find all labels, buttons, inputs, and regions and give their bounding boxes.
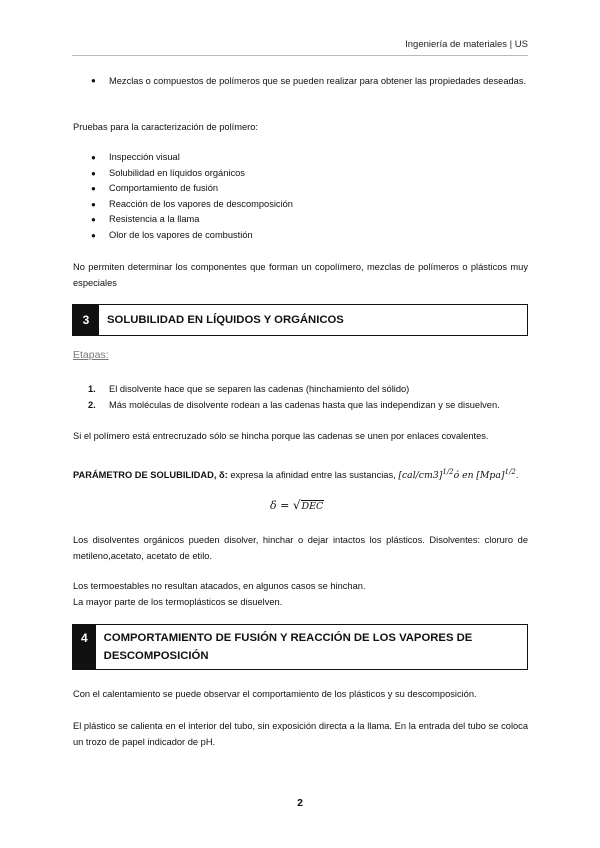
thermoset-line: Los termoestables no resultan atacados, en algunos casos se hinchan. (73, 581, 366, 591)
solvents-paragraph: Los disolventes orgánicos pueden disolver, hinchar o dejar intactos los plásticos. Disolventes: cloruro de metileno,acetato, acetato de etilo. (73, 535, 528, 561)
section-heading-3 (72, 304, 528, 336)
list-item-text: Inspección visual (109, 152, 180, 162)
parameter-symbol: , δ: (213, 470, 228, 481)
tests-intro: Pruebas para la caracterización de polímero: (73, 122, 259, 132)
page-header: Ingeniería de materiales | US (405, 39, 528, 50)
thermoplastic-line: La mayor parte de los termoplásticos se disuelven. (73, 597, 283, 607)
list-item-text: Solubilidad en líquidos orgánicos (109, 167, 245, 178)
crosslinked-note: Si el polímero está entrecruzado sólo se hincha porque las cadenas se unen por enlaces covalentes. (73, 431, 489, 441)
section-title: SOLUBILIDAD EN LÍQUIDOS Y ORGÁNICOS (107, 314, 344, 326)
list-item-text: Reacción de los vapores de descomposición (109, 198, 293, 209)
bullet-icon: ● (91, 230, 96, 240)
step-number: 1. (88, 384, 96, 394)
list-item (88, 197, 293, 213)
bullet-icon: ● (91, 215, 96, 225)
heating-paragraph: Con el calentamiento se puede observar el comportamiento de los plásticos y su descomposición. (73, 689, 477, 699)
list-item-text: Resistencia a la llama (109, 214, 200, 225)
list-item (88, 381, 500, 397)
step-text: Más moléculas de disolvente rodean a las cadenas hasta que las independizan y se disuelven. (109, 400, 500, 410)
parameter-end: . (515, 470, 519, 481)
bullet-icon: ● (91, 153, 96, 162)
formula-lhs: δ = (270, 499, 293, 512)
list-item (88, 228, 293, 244)
unit-exponent: 1/2 (442, 468, 454, 476)
tube-paragraph: El plástico se calienta en el interior del tubo, sin exposición directa a la llama. En la entrada del tubo se coloca un trozo de papel indicador de pH. (73, 721, 528, 747)
page-number: 2 (297, 797, 303, 809)
unit-exponent: 1/2 (504, 468, 516, 476)
section-number: 4 (73, 625, 96, 669)
steps-list (88, 381, 500, 413)
unit-mpa: [Mpa] (476, 470, 505, 482)
solubility-parameter (73, 462, 528, 486)
tests-list (88, 150, 293, 244)
section-number: 3 (73, 305, 99, 335)
parameter-term: PARÁMETRO DE SOLUBILIDAD (73, 470, 214, 481)
step-number: 2. (88, 400, 96, 410)
list-item (88, 166, 293, 182)
bullet-icon: ● (91, 199, 96, 209)
list-item (88, 150, 293, 166)
solubility-formula (270, 498, 324, 512)
sqrt-icon: √ (292, 498, 301, 512)
unit-cal-cm3: [cal/cm3] (398, 470, 443, 482)
section-title: COMPORTAMIENTO DE FUSIÓN Y REACCIÓN DE LOS VAPORES DE DESCOMPOSICIÓN (103, 632, 473, 662)
bullet-icon: ● (91, 168, 96, 178)
etapas-label: Etapas: (73, 349, 109, 361)
bullet-icon: ● (91, 76, 96, 85)
formula-radicand: DEC (301, 501, 324, 512)
bullet-text: Mezclas o compuestos de polímeros que se pueden realizar para obtener las propiedades deseadas. (109, 76, 527, 86)
parameter-or: ó en (453, 470, 474, 482)
header-rule (72, 55, 528, 56)
bullet-item (88, 73, 528, 89)
list-item-text: Olor de los vapores de combustión (109, 229, 253, 240)
section-heading-4 (72, 624, 528, 670)
parameter-text: expresa la afinidad entre las sustancias, (227, 470, 396, 481)
list-item-text: Comportamiento de fusión (109, 183, 219, 194)
step-text: El disolvente hace que se separen las cadenas (hinchamiento del sólido) (109, 384, 410, 394)
list-item (88, 181, 293, 197)
bullet-icon: ● (91, 184, 96, 194)
tests-note: No permiten determinar los componentes que forman un copolímero, mezclas de polímeros o plásticos muy especiales (73, 262, 528, 288)
list-item (88, 397, 500, 413)
list-item (88, 212, 293, 228)
